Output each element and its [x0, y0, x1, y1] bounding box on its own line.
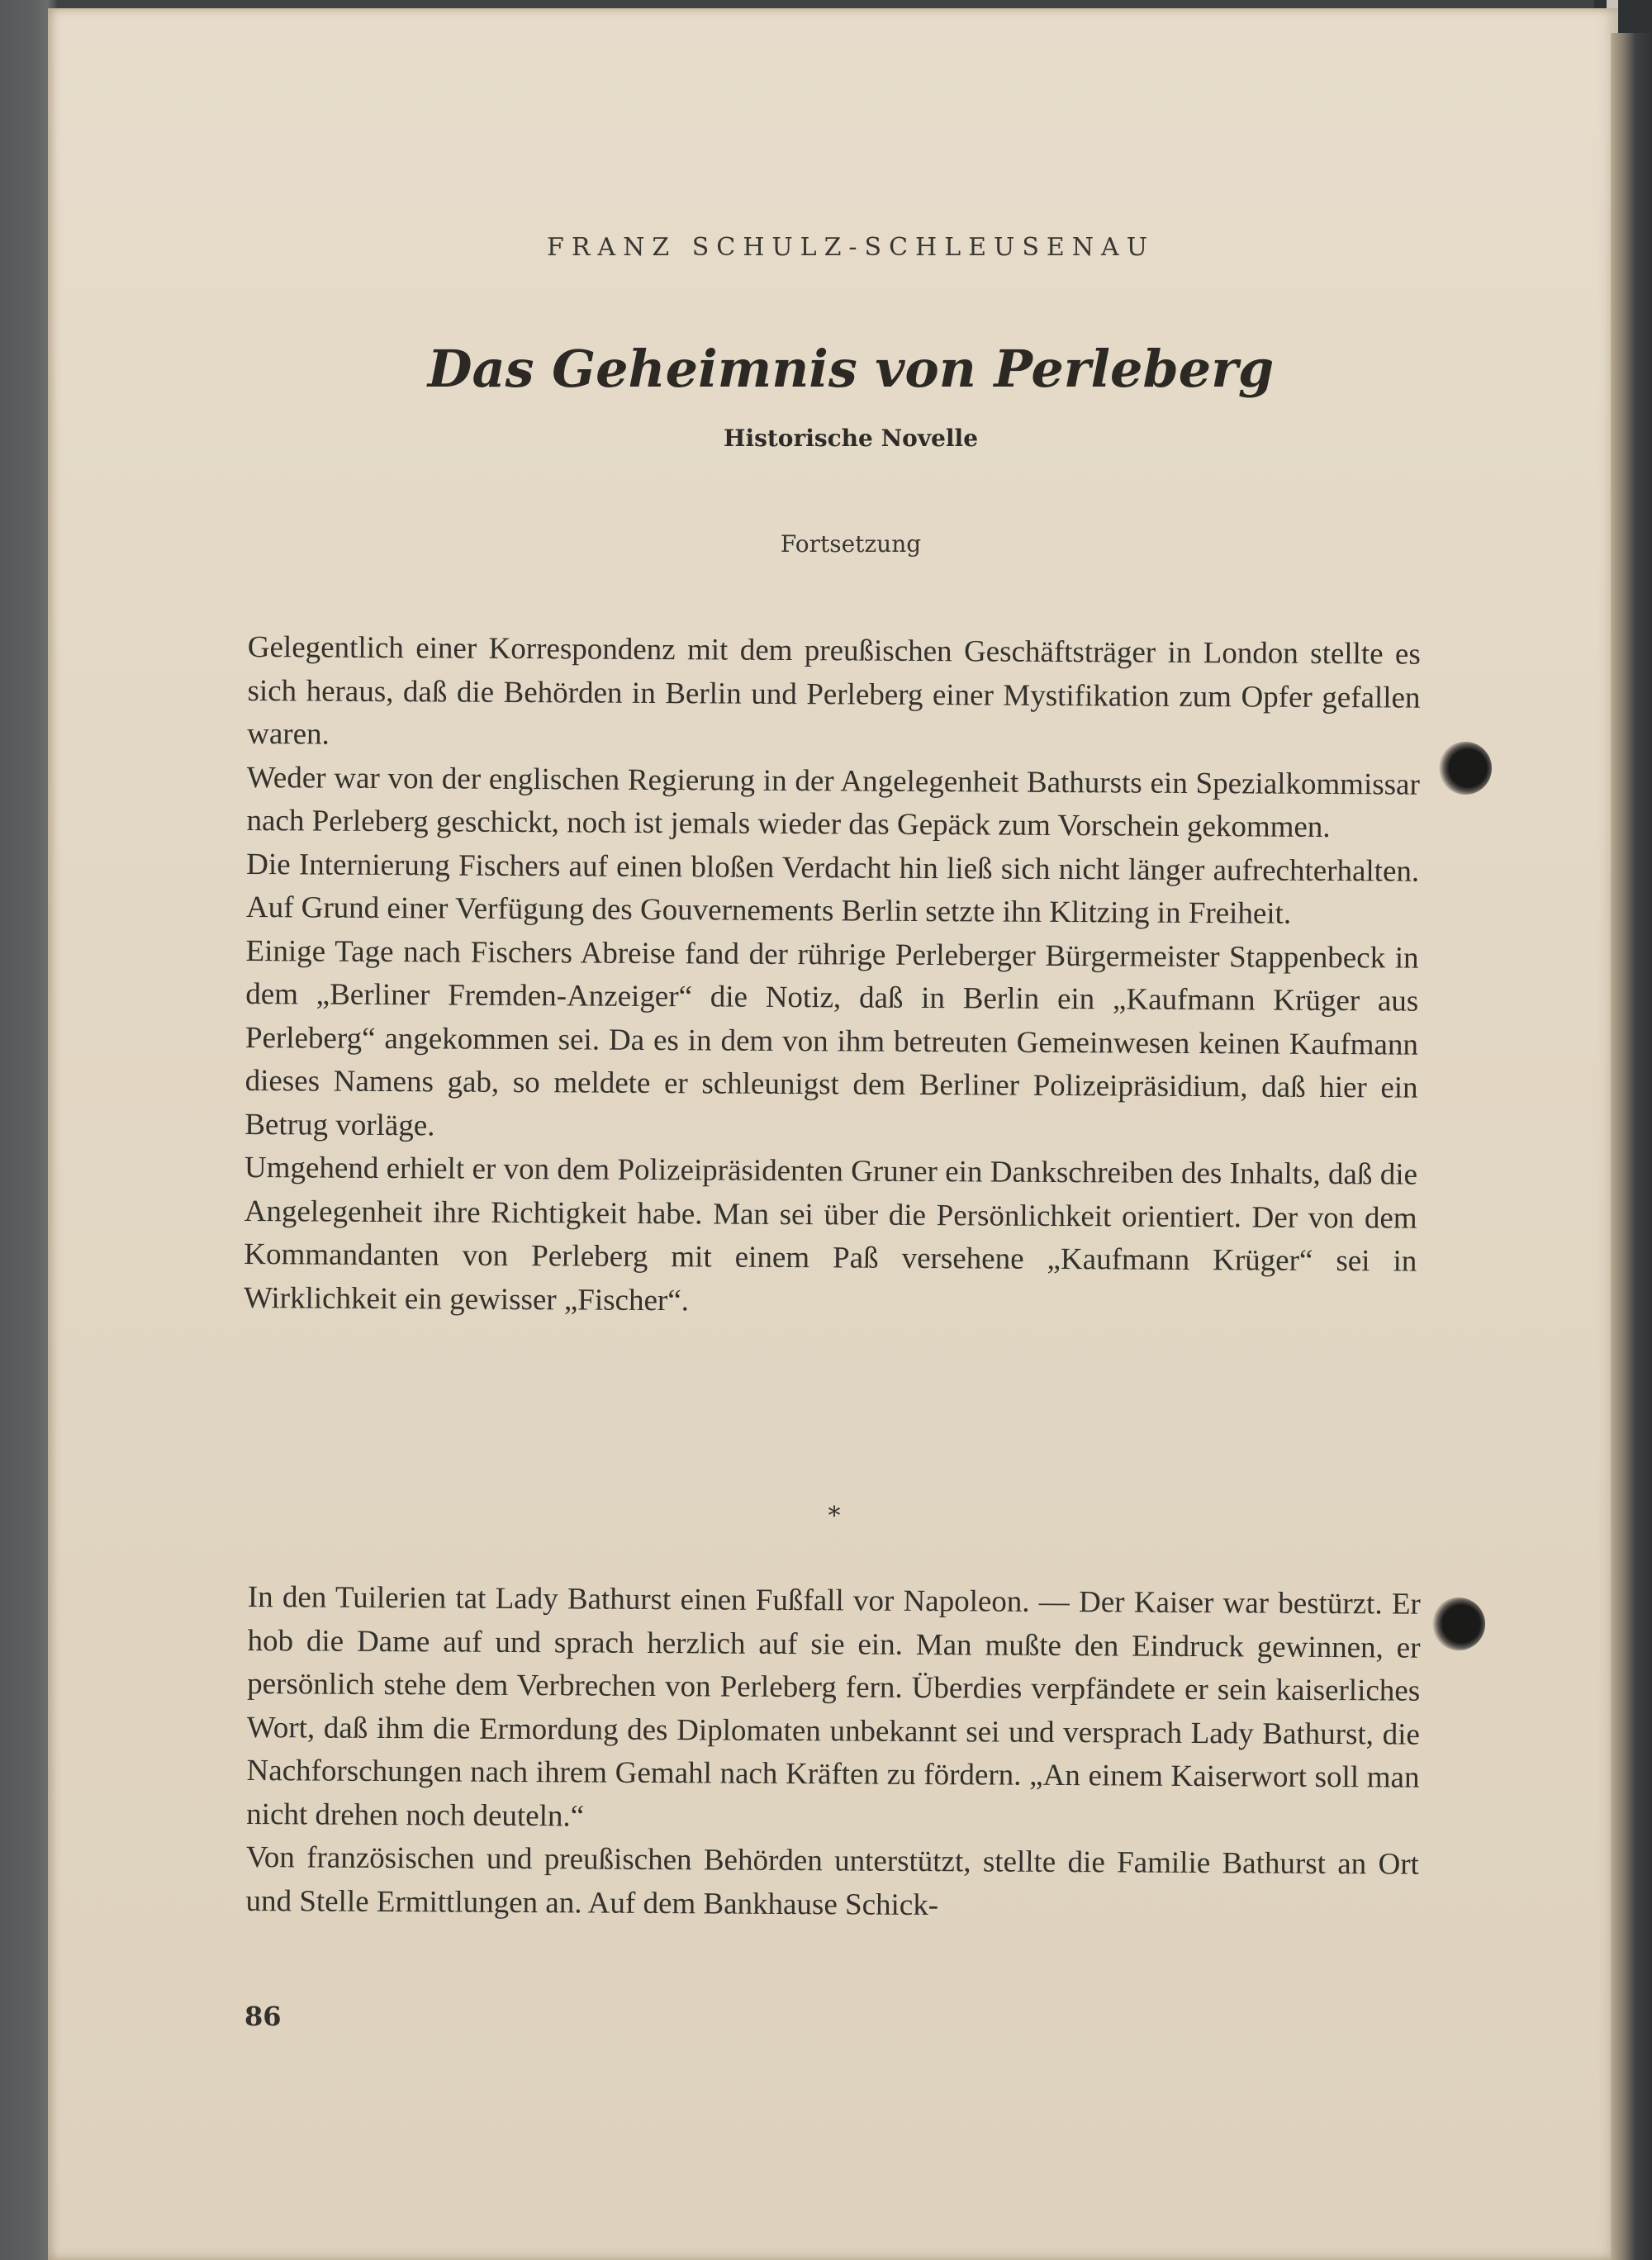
paragraph: Einige Tage nach Fischers Abreise fand der rührige Perleberger Bürgermeister Stappenbeck in dem „Berliner Fremden-Anzeiger“ die Notiz, daß in Berlin ein „Kaufmann Krüger aus Perleberg“ angekommen sei. Da es in dem von ihm betreuten Gemeinwesen keinen Kaufmann dieses Namens gab, so meldete er schleunigst dem Berliner Polizeipräsidium, daß hier ein Betrug vorläge.: [244, 933, 1419, 1142]
binding-hole: [1439, 742, 1492, 795]
paragraph: Umgehend erhielt er von dem Polizeipräsidenten Gruner ein Dankschreiben des Inhalts, daß die Angelegenheit ihre Richtigkeit habe. Man sei über die Persönlichkeit orientiert. Der von dem Kommandanten von Perleberg mit einem Paß versehene „Kaufmann Krüger“ sei in Wirklichkeit ein gewisser „Fischer“.: [243, 1150, 1418, 1318]
page-number: 86: [244, 2001, 282, 2032]
story-subtitle: Historische Novelle: [723, 425, 979, 452]
section-separator: *: [828, 1502, 841, 1531]
paragraph: Weder war von der englischen Regierung in der Angelegenheit Bathursts ein Spezialkommissar nach Perleberg geschickt, noch ist jemals wieder das Gepäck zum Vorschein gekommen.: [246, 760, 1420, 845]
paragraph: Gelegentlich einer Korrespondenz mit dem preußischen Geschäftsträger in London stellte es sich heraus, daß die Behörden in Berlin und Perleberg einer Mystifikation zum Opfer gefallen waren.: [247, 629, 1421, 752]
author-name: FRANZ SCHULZ-SCHLEUSENAU: [547, 233, 1155, 262]
story-title: Das Geheimnis von Perleberg: [427, 339, 1275, 399]
binding-hole: [1432, 1598, 1485, 1650]
paragraph: Von französischen und preußischen Behörden unterstützt, stellte die Familie Bathurst an Ort und Stelle Ermittlungen an. Auf dem Bankhause Schick-: [245, 1840, 1420, 1922]
paragraph: In den Tuilerien tat Lady Bathurst einen Fußfall vor Napoleon. — Der Kaiser war bestürzt. Er hob die Dame auf und sprach herzlich auf sie ein. Man mußte den Eindruck gewinnen, er persönlich stehe dem Verbrechen von Perleberg fern. Überdies verpfändete er sein kaiserliches Wort, daß ihm die Ermordung des Diplomaten unbekannt sei und versprach Lady Bathurst, die Nachforschungen nach ihrem Gemahl nach Kräften zu fördern. „An einem Kaiserwort soll man nicht drehen noch deuteln.“: [246, 1579, 1421, 1833]
continuation-label: Fortsetzung: [780, 530, 922, 558]
paragraph: Die Internierung Fischers auf einen bloßen Verdacht hin ließ sich nicht länger aufrechterhalten. Auf Grund einer Verfügung des Gouvernements Berlin setzte ihn Klitzing in Freiheit.: [245, 847, 1420, 931]
text-block-1: [244, 626, 1421, 1327]
text-block-2: [245, 1576, 1421, 1930]
